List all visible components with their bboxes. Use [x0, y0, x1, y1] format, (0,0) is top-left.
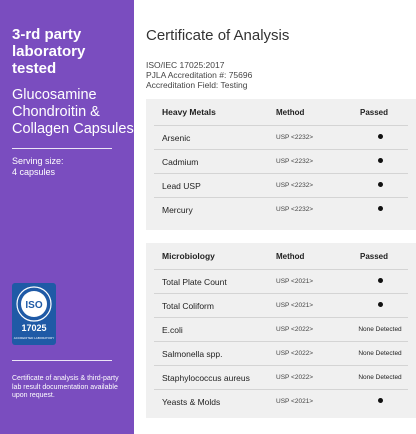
passed-cell — [352, 278, 408, 285]
test-method: USP <2232> — [276, 134, 314, 141]
header-test: Microbiology — [162, 251, 215, 261]
test-method: USP <2021> — [276, 398, 314, 405]
test-method: USP <2021> — [276, 302, 314, 309]
passed-dot-icon — [378, 302, 383, 307]
header-method: Method — [276, 107, 305, 117]
passed-cell — [352, 182, 408, 189]
badge-iso-text: ISO — [25, 300, 43, 311]
table-row — [154, 125, 408, 149]
sidebar-heading: 3-rd party laboratory tested — [12, 26, 86, 77]
table-body — [146, 269, 416, 413]
sidebar-panel — [0, 0, 134, 434]
sidebar-footnote: Certificate of analysis & third-party lab result documentation available upon request. — [12, 375, 119, 399]
accreditation-info — [146, 60, 252, 90]
table-row — [154, 389, 408, 413]
table-header — [146, 99, 416, 125]
passed-cell — [352, 134, 408, 141]
table-row — [154, 149, 408, 173]
passed-text: None Detected — [358, 350, 402, 357]
table-row — [154, 197, 408, 221]
test-name: E.coli — [162, 324, 183, 335]
test-name: Lead USP — [162, 180, 201, 191]
test-method: USP <2232> — [276, 206, 314, 213]
passed-dot-icon — [378, 134, 383, 139]
heavy-metals-table — [146, 99, 416, 230]
microbiology-table — [146, 243, 416, 418]
serving-size-value: 4 capsules — [12, 167, 56, 177]
header-passed: Passed — [360, 251, 389, 261]
passed-cell — [352, 302, 408, 309]
page-title: Certificate of Analysis — [146, 27, 290, 44]
iso-17025-badge-icon — [12, 283, 56, 345]
passed-dot-icon — [378, 278, 383, 283]
table-body — [146, 125, 416, 221]
header-passed: Passed — [360, 107, 389, 117]
table-row — [154, 365, 408, 389]
table-row — [154, 269, 408, 293]
header-test: Heavy Metals — [162, 107, 216, 117]
passed-dot-icon — [378, 398, 383, 403]
test-method: USP <2022> — [276, 350, 314, 357]
serving-size — [12, 156, 127, 178]
main-panel — [134, 0, 416, 434]
serving-size-label: Serving size: — [12, 156, 64, 166]
test-name: Total Coliform — [162, 300, 214, 311]
passed-text: None Detected — [358, 374, 402, 381]
test-method: USP <2022> — [276, 326, 314, 333]
table-header — [146, 243, 416, 269]
divider — [12, 148, 112, 149]
table-row — [154, 317, 408, 341]
header-method: Method — [276, 251, 305, 261]
accreditation-line: ISO/IEC 17025:2017 — [146, 60, 225, 70]
accreditation-line: PJLA Accreditation #: 75696 — [146, 70, 253, 80]
test-method: USP <2022> — [276, 374, 314, 381]
passed-dot-icon — [378, 206, 383, 211]
divider — [12, 360, 112, 361]
test-name: Salmonella spp. — [162, 348, 223, 359]
test-name: Arsenic — [162, 132, 191, 143]
product-name: Glucosamine Chondroitin & Collagen Capsules — [12, 87, 134, 137]
passed-dot-icon — [378, 182, 383, 187]
badge-sub: ACCREDITED LABORATORY — [13, 336, 55, 340]
test-method: USP <2021> — [276, 278, 314, 285]
test-name: Staphylococcus aureus — [162, 372, 250, 383]
accreditation-line: Accreditation Field: Testing — [146, 80, 248, 90]
table-row — [154, 341, 408, 365]
test-name: Total Plate Count — [162, 276, 227, 287]
test-name: Mercury — [162, 204, 193, 215]
passed-dot-icon — [378, 158, 383, 163]
badge-number: 17025 — [21, 323, 47, 333]
passed-cell — [352, 398, 408, 405]
passed-text: None Detected — [358, 326, 402, 333]
table-row — [154, 173, 408, 197]
table-row — [154, 293, 408, 317]
test-method: USP <2232> — [276, 182, 314, 189]
passed-cell — [352, 206, 408, 213]
test-name: Cadmium — [162, 156, 199, 167]
test-method: USP <2232> — [276, 158, 314, 165]
passed-cell — [352, 158, 408, 165]
test-name: Yeasts & Molds — [162, 396, 221, 407]
